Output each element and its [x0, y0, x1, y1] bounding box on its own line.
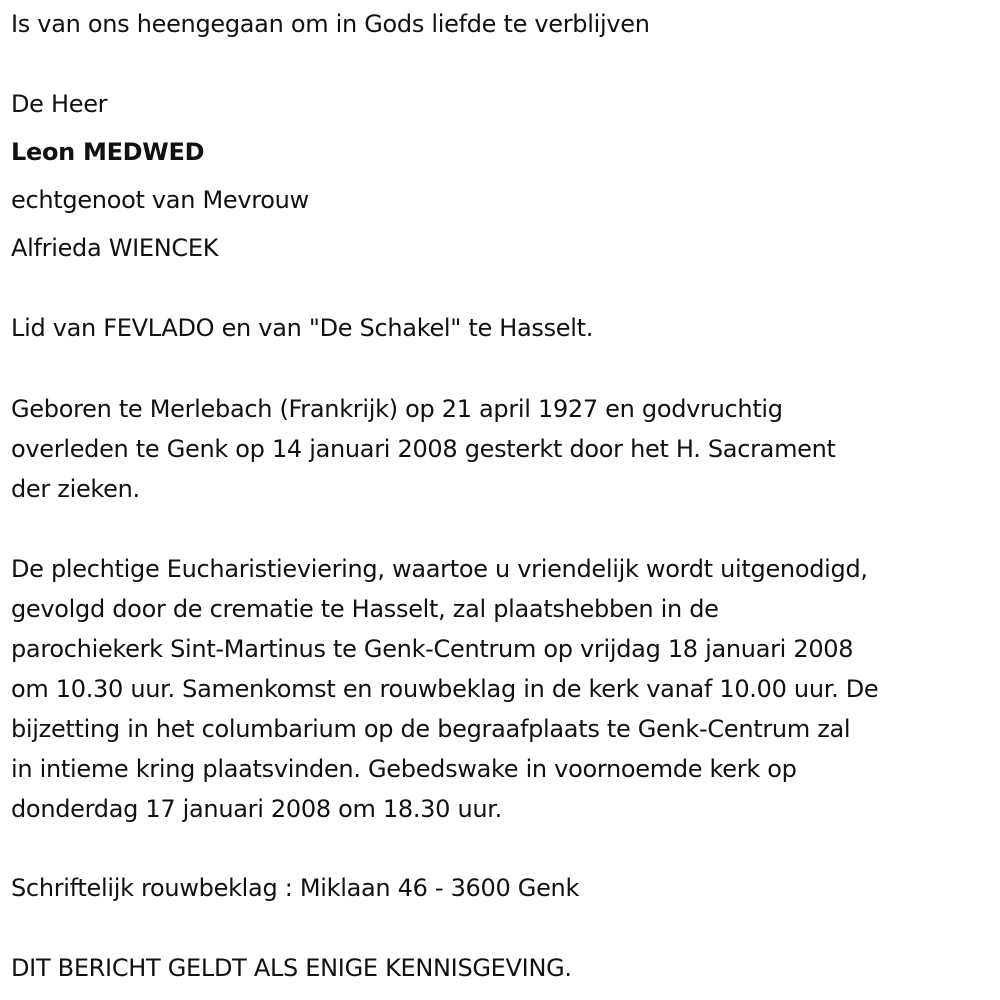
birth-line: overleden te Genk op 14 januari 2008 gesterkt door het H. Sacrament	[11, 435, 836, 463]
ceremony-line: om 10.30 uur. Samenkomst en rouwbeklag in de kerk vanaf 10.00 uur. De	[11, 675, 879, 703]
membership-text: Lid van FEVLADO en van "De Schakel" te Hasselt.	[11, 314, 594, 342]
birth-line: Geboren te Merlebach (Frankrijk) op 21 april 1927 en godvruchtig	[11, 395, 783, 423]
intro-text: Is van ons heengegaan om in Gods liefde te verblijven	[11, 10, 650, 38]
ceremony-line: donderdag 17 januari 2008 om 18.30 uur.	[11, 795, 502, 823]
honorific: De Heer	[11, 90, 108, 118]
spouse-label: echtgenoot van Mevrouw	[11, 186, 309, 214]
ceremony-paragraph	[11, 549, 996, 829]
ceremony-line: parochiekerk Sint-Martinus te Genk-Centrum op vrijdag 18 januari 2008	[11, 635, 854, 663]
birth-death-paragraph	[11, 389, 996, 509]
ceremony-line: in intieme kring plaatsvinden. Gebedswake in voornoemde kerk op	[11, 755, 797, 783]
deceased-name: Leon MEDWED	[11, 138, 205, 166]
ceremony-line: bijzetting in het columbarium op de begraafplaats te Genk-Centrum zal	[11, 715, 851, 743]
condolence-address: Schriftelijk rouwbeklag : Miklaan 46 - 3600 Genk	[11, 874, 580, 902]
birth-line: der zieken.	[11, 475, 140, 503]
spouse-name: Alfrieda WIENCEK	[11, 234, 219, 262]
closing-statement: DIT BERICHT GELDT ALS ENIGE KENNISGEVING.	[11, 954, 572, 982]
ceremony-line: gevolgd door de crematie te Hasselt, zal plaatshebben in de	[11, 595, 719, 623]
ceremony-line: De plechtige Eucharistieviering, waartoe u vriendelijk wordt uitgenodigd,	[11, 555, 868, 583]
